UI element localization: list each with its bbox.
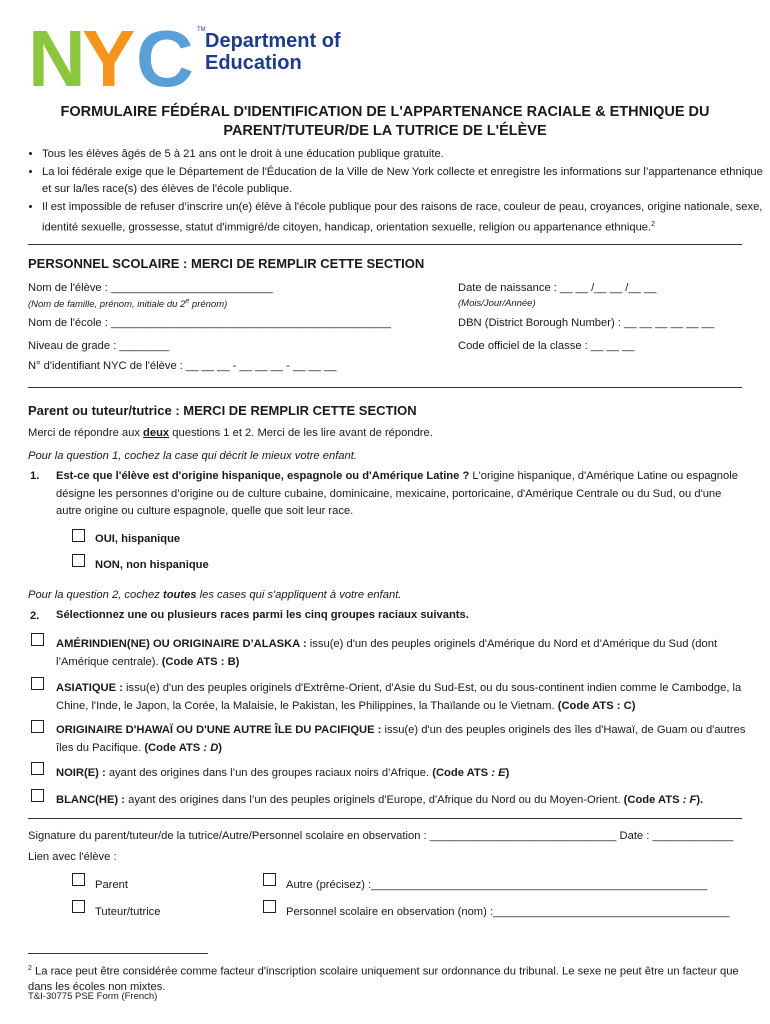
q1-no-label: NON, non hispanique: [95, 559, 209, 571]
race-checkbox-black[interactable]: [31, 762, 44, 775]
section-divider: [28, 818, 742, 819]
intro-bullets: [20, 146, 767, 237]
page-title: [30, 103, 740, 141]
parent-intro: Merci de répondre aux deux questions 1 et 2. Merci de les lire avant de répondre.: [28, 427, 433, 439]
form-id: T&I-30775 PSE Form (French): [28, 991, 158, 1002]
dept-line1: Department of: [205, 30, 341, 52]
race-option-white: BLANC(HE) : ayant des origines dans l’un des peuples originels d'Europe, d'Afrique du Nord ou du Moyen-Orient. (Code ATS : F).: [56, 794, 704, 806]
relation-parent-checkbox[interactable]: [72, 873, 85, 886]
q1-no-checkbox[interactable]: [72, 554, 85, 567]
q1-text: Est-ce que l'élève est d'origine hispanique, espagnole ou d'Amérique Latine ? L'origine hispanique, d'Amérique Latine ou espagnole désigne les personnes d’origine ou de culture cubaine, dominicaine, mexicaine, portoricaine, d'Amérique Centrale ou du Sud, ou d'une autre origine ou culture espagnole, quelle que soit leur race.: [56, 470, 738, 517]
dbn-field[interactable]: DBN (District Borough Number) : __ __ __ __ __ __: [458, 317, 715, 329]
q1-yes-checkbox[interactable]: [72, 529, 85, 542]
q2-number: 2.: [30, 610, 40, 622]
race-checkbox-pacific-islander[interactable]: [31, 720, 44, 733]
department-name: [205, 30, 341, 74]
svg-text:Y: Y: [82, 24, 136, 88]
section-divider: [28, 387, 742, 388]
race-checkbox-american-indian[interactable]: [31, 633, 44, 646]
school-section-title: PERSONNEL SCOLAIRE : MERCI DE REMPLIR CETTE SECTION: [28, 256, 425, 271]
race-checkbox-asian[interactable]: [31, 677, 44, 690]
relation-guardian-label: Tuteur/tutrice: [95, 906, 161, 918]
title-line2: PARENT/TUTEUR/DE LA TUTRICE DE L'ÉLÈVE: [223, 123, 547, 139]
q2-instruction: Pour la question 2, cochez toutes les cases qui s'appliquent à votre enfant.: [28, 589, 402, 601]
dob-field[interactable]: Date de naissance : __ __ /__ __ /__ __: [458, 282, 657, 294]
nyc-id-field[interactable]: N° d'identifiant NYC de l'élève : __ __ __ - __ __ __ - __ __ __: [28, 360, 337, 372]
svg-text:N: N: [28, 24, 86, 88]
race-option-black: NOIR(E) : ayant des origines dans l’un des groupes raciaux noirs d’Afrique. (Code ATS : E): [56, 767, 510, 779]
race-option-american-indian: AMÉRINDIEN(NE) OU ORIGINAIRE D’ALASKA : issu(e) d'un des peuples originels d'Amérique du Nord et d’Amérique du Sud (dont l’Amérique centrale). (Code ATS : B): [56, 638, 718, 668]
bullet-item: • Il est impossible de refuser d’inscrire un(e) élève à l'école publique pour des raisons de race, couleur de peau, croyances, origine nationale, sexe, identité sexuelle, grossesse, statut d'immigré/de citoyen, handicap, orientation sexuelle, religion ou appartenance ethnique.$^2$: [42, 199, 767, 238]
relation-other-field[interactable]: Autre (précisez) :______________________________________________________: [286, 879, 708, 891]
student-name-hint: (Nom de famille, prénom, initiale du 2e prénom): [28, 298, 228, 311]
q1-yes-label: OUI, hispanique: [95, 533, 181, 545]
dob-hint: (Mois/Jour/Année): [458, 298, 536, 309]
race-option-asian: ASIATIQUE : issu(e) d'un des peuples originels d'Extrême-Orient, d'Asie du Sud-Est, ou du sous-continent indien comme le Cambodge, la Chine, l'Inde, le Japon, la Corée, la Malaisie, le Pakistan, les Philippines, la Thaïlande ou le Vietnam. (Code ATS : C): [56, 682, 742, 712]
relation-staff-checkbox[interactable]: [263, 900, 276, 913]
q1-number: 1.: [30, 470, 40, 482]
race-option-pacific-islander: ORIGINAIRE D'HAWAÏ OU D'UNE AUTRE ÎLE DU PACIFIQUE : issu(e) d'un des peuples originels des îles d'Hawaï, de Guam ou d'autres îles du Pacifique. (Code ATS : D): [56, 724, 746, 754]
class-code-field[interactable]: Code officiel de la classe : __ __ __: [458, 340, 635, 352]
relation-guardian-checkbox[interactable]: [72, 900, 85, 913]
trademark: TM: [197, 27, 206, 33]
q2-text: Sélectionnez une ou plusieurs races parmi les cinq groupes raciaux suivants.: [56, 609, 469, 621]
race-checkbox-white[interactable]: [31, 789, 44, 802]
svg-text:C: C: [136, 24, 194, 88]
footnote-divider: [28, 953, 208, 954]
grade-field[interactable]: Niveau de grade : ________: [28, 340, 170, 352]
school-name-field[interactable]: Nom de l'école : _____________________________________________: [28, 317, 391, 329]
bullet-item: • Tous les élèves âgés de 5 à 21 ans ont le droit à une éducation publique gratuite.: [42, 146, 767, 164]
relation-parent-label: Parent: [95, 879, 128, 891]
relation-other-checkbox[interactable]: [263, 873, 276, 886]
footnote-text: $^2$ La race peut être considérée comme facteur d'inscription scolaire uniquement sur ordonnance du tribunal. Le sexe ne peut être un facteur que dans les écoles non mixtes.: [28, 965, 739, 994]
bullet-item: • La loi fédérale exige que le Département de l'Éducation de la Ville de New York collecte et enregistre les informations sur l’appartenance ethnique et sur la/les race(s) des élèves de l'école publique.: [42, 164, 767, 199]
student-name-field[interactable]: Nom de l'élève : __________________________: [28, 282, 273, 294]
section-divider: [28, 244, 742, 245]
dept-line2: Education: [205, 52, 302, 74]
q1-instruction: Pour la question 1, cochez la case qui décrit le mieux votre enfant.: [28, 450, 357, 462]
parent-section-title: Parent ou tuteur/tutrice : MERCI DE REMPLIR CETTE SECTION: [28, 403, 417, 418]
relation-label: Lien avec l'élève :: [28, 851, 117, 863]
nyc-logo: [28, 24, 200, 93]
title-line1: FORMULAIRE FÉDÉRAL D'IDENTIFICATION DE L'APPARTENANCE RACIALE & ETHNIQUE DU: [60, 104, 710, 120]
relation-staff-field[interactable]: Personnel scolaire en observation (nom) :______________________________________: [286, 906, 730, 918]
signature-line[interactable]: Signature du parent/tuteur/de la tutrice/Autre/Personnel scolaire en observation : ______________________________ Date : _____________: [28, 830, 734, 842]
